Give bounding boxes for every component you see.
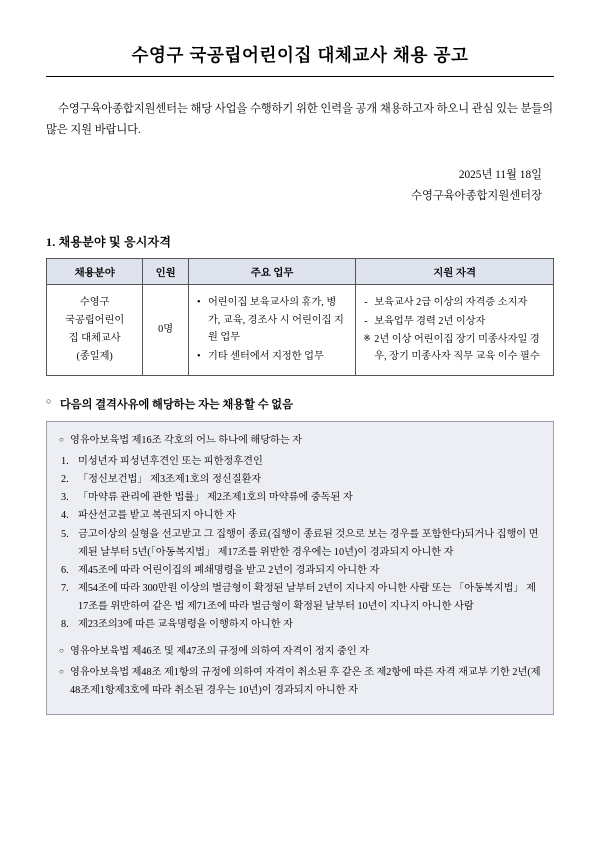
item-text: 금고이상의 실형을 선고받고 그 집행이 종료(집행이 종료된 것으로 보는 경우를 포함한다)되거나 집행이 면제된 날부터 5년(「아동복지법」 제17조를 위반한 경우에는 10년)이 경과되지 아니한 자 [78, 528, 539, 558]
item-number: 3. [61, 492, 69, 504]
header-duty: 주요 업무 [188, 259, 355, 285]
item-text: 제54조에 따라 300만원 이상의 벌금형이 확정된 날부터 2년이 지나지 아니한 사람 또는 「아동복지법」 제17조를 위반하여 같은 법 제71조에 따라 벌금형이 확정된 날부터 10년이 지나지 아니한 사람 [78, 583, 537, 613]
disqualification-note-1: ○ 영유아보육법 제46조 및 제47조의 규정에 의하여 자격이 정지 중인 자 [59, 643, 541, 661]
item-number: 6. [61, 564, 69, 576]
disqualification-list [59, 453, 541, 635]
issue-date: 2025년 11월 18일 [458, 168, 542, 181]
list-item [59, 616, 541, 634]
cell-count: 0명 [143, 285, 189, 375]
qualification-item: - 보육교사 2급 이상의 자격증 소지자 [363, 294, 546, 311]
date-block [46, 165, 554, 208]
header-qualification: 지원 자격 [356, 259, 554, 285]
item-number: 1. [61, 455, 69, 467]
list-item [59, 580, 541, 616]
item-text: 「정신보건법」 제3조제1호의 정신질환자 [78, 474, 262, 486]
disqualification-lead: ○ 영유아보육법 제16조 각호의 어느 하나에 해당하는 자 [59, 432, 541, 450]
header-count: 인원 [143, 259, 189, 285]
list-item [59, 562, 541, 580]
field-line-3: 집 대체교사 [68, 333, 121, 345]
item-number: 8. [61, 619, 69, 631]
list-item [59, 453, 541, 471]
field-line-2: 국공립어린이 [65, 315, 125, 327]
intro-paragraph: 수영구육아종합지원센터는 해당 사업을 수행하기 위한 인력을 공개 채용하고자 하오니 관심 있는 분들의 많은 지원 바랍니다. [46, 102, 553, 136]
page-title: 수영구 국공립어린이집 대체교사 채용 공고 [131, 45, 469, 65]
duty-item: • 기타 센터에서 지정한 업무 [196, 348, 348, 365]
item-number: 2. [61, 474, 69, 486]
item-number: 4. [61, 510, 69, 522]
issuer-name: 수영구육아종합지원센터장 [411, 189, 542, 202]
item-number: 5. [61, 528, 69, 540]
duty-item: • 어린이집 보육교사의 휴가, 병가, 교육, 경조사 시 어린이집 지원 업무 [196, 294, 348, 346]
disqualification-note-2: ○ 영유아보육법 제48조 제1항의 규정에 의하여 자격이 취소된 후 같은 조 제2항에 따른 자격 재교부 기한 2년(제48조제1항제3호에 따라 취소된 경우는 10년)이 경과되지 아니한 자 [59, 664, 541, 700]
qualification-item: - 보육업무 경력 2년 이상자 [363, 313, 546, 330]
cell-duties [188, 285, 355, 375]
header-field: 채용분야 [47, 259, 143, 285]
disqualification-box [46, 421, 554, 715]
item-number: 7. [61, 583, 69, 595]
cell-field [47, 285, 143, 375]
table-row [47, 285, 554, 375]
list-item [59, 507, 541, 525]
qualification-note: ※ 2년 이상 어린이집 장기 미종사자일 경우, 장기 미종사자 직무 교육 이수 필수 [363, 331, 546, 366]
field-line-1: 수영구 [79, 297, 110, 309]
table-header-row [47, 259, 554, 285]
disqualification-heading: ○ 다음의 결격사유에 해당하는 자는 채용할 수 없음 [46, 396, 554, 412]
title-section [46, 44, 554, 77]
list-item [59, 471, 541, 489]
cell-qualifications [356, 285, 554, 375]
list-item [59, 526, 541, 562]
item-text: 미성년자 피성년후견인 또는 피한정후견인 [78, 455, 263, 467]
list-item [59, 489, 541, 507]
spacer [59, 635, 541, 642]
item-text: 제45조에 따라 어린이집의 폐쇄명령을 받고 2년이 경과되지 아니한 자 [78, 564, 380, 576]
item-text: 제23조의3에 따른 교육명령을 이행하지 아니한 자 [78, 619, 293, 631]
field-line-4: (종일제) [76, 350, 113, 362]
item-text: 파산선고를 받고 복권되지 아니한 자 [78, 510, 236, 522]
recruitment-table [46, 258, 554, 375]
section-heading-1: 1. 채용분야 및 응시자격 [46, 235, 172, 250]
item-text: 「마약류 관리에 관한 법률」 제2조제1호의 마약류에 중독된 자 [78, 492, 353, 504]
